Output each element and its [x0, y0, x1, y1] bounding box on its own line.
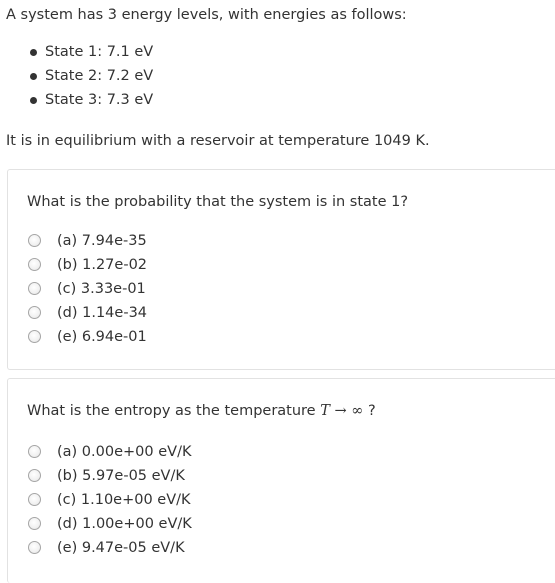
math-variable: T — [320, 403, 330, 419]
state-label: State 1: 7.1 eV — [45, 44, 154, 60]
radio-button-icon[interactable] — [28, 445, 41, 458]
state-label: State 3: 7.3 eV — [45, 92, 154, 108]
question-1-text: What is the probability that the system is in state 1? — [27, 194, 409, 210]
option-label: (e) 9.47e-05 eV/K — [57, 540, 185, 556]
option-label: (a) 7.94e-35 — [57, 233, 147, 249]
option-2d[interactable] — [27, 514, 192, 538]
question-2-prefix: What is the entropy as the temperature — [27, 403, 316, 419]
option-1e[interactable] — [27, 327, 147, 351]
option-1b[interactable] — [27, 255, 147, 279]
option-1a[interactable] — [27, 231, 147, 255]
option-2c[interactable] — [27, 490, 192, 514]
option-2b[interactable] — [27, 466, 192, 490]
question-2-suffix: ? — [367, 403, 376, 419]
radio-button-icon[interactable] — [28, 517, 41, 530]
option-1d[interactable] — [27, 303, 147, 327]
option-label: (c) 3.33e-01 — [57, 281, 146, 297]
option-label: (c) 1.10e+00 eV/K — [57, 492, 191, 508]
list-item-state-1 — [0, 42, 153, 66]
option-label: (d) 1.14e-34 — [57, 305, 148, 321]
bullet-icon — [30, 97, 37, 104]
option-1c[interactable] — [27, 279, 147, 303]
option-label: (e) 6.94e-01 — [57, 329, 147, 345]
question-1-options — [27, 231, 147, 351]
list-item-state-3 — [0, 90, 153, 114]
option-label: (b) 1.27e-02 — [57, 257, 148, 273]
state-label: State 2: 7.2 eV — [45, 68, 154, 84]
equilibrium-statement: It is in equilibrium with a reservoir at temperature 1049 K. — [6, 133, 430, 149]
bullet-icon — [30, 49, 37, 56]
radio-button-icon[interactable] — [28, 282, 41, 295]
option-2a[interactable] — [27, 442, 192, 466]
option-2e[interactable] — [27, 538, 192, 562]
radio-button-icon[interactable] — [28, 541, 41, 554]
radio-button-icon[interactable] — [28, 258, 41, 271]
question-2-text — [27, 401, 376, 422]
infinity-icon: ∞ — [351, 403, 364, 419]
list-item-state-2 — [0, 66, 153, 90]
option-label: (b) 5.97e-05 eV/K — [57, 468, 185, 484]
option-label: (d) 1.00e+00 eV/K — [57, 516, 192, 532]
radio-button-icon[interactable] — [28, 306, 41, 319]
problem-intro: A system has 3 energy levels, with energies as follows: — [6, 7, 407, 23]
question-card-2 — [7, 378, 555, 583]
option-label: (a) 0.00e+00 eV/K — [57, 444, 192, 460]
energy-levels-list — [0, 42, 153, 114]
radio-button-icon[interactable] — [28, 493, 41, 506]
temperature-math — [320, 403, 363, 419]
question-2-options — [27, 442, 192, 562]
question-card-1 — [7, 169, 555, 370]
radio-button-icon[interactable] — [28, 234, 41, 247]
arrow-icon: → — [334, 403, 347, 419]
bullet-icon — [30, 73, 37, 80]
radio-button-icon[interactable] — [28, 469, 41, 482]
radio-button-icon[interactable] — [28, 330, 41, 343]
